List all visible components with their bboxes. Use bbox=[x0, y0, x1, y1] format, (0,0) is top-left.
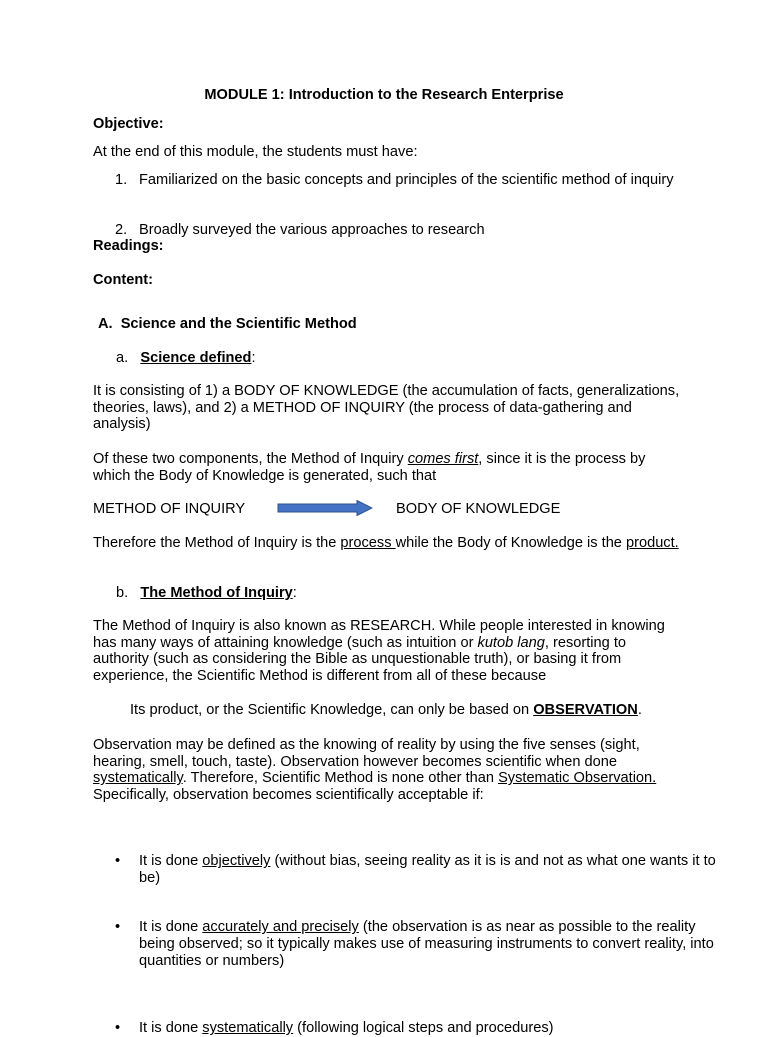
subsection-b-heading bbox=[116, 585, 706, 602]
content-heading: Content: bbox=[93, 272, 153, 288]
text-run: Specifically, observation becomes scientifically acceptable if: bbox=[93, 786, 484, 803]
text-run: The Method of Inquiry is also known as RESEARCH. While people interested in knowing has many ways of attaining knowledge (such as intuition or bbox=[93, 618, 665, 651]
text-run: (following logical steps and procedures) bbox=[293, 1020, 554, 1037]
text-run: . bbox=[637, 702, 642, 718]
objective-item-2 bbox=[93, 222, 729, 239]
paragraph-observation-basis bbox=[130, 702, 730, 719]
underlined-text: systematically bbox=[93, 770, 183, 787]
bullet-item bbox=[93, 1020, 729, 1037]
text-run: , resorting to authority (such as considering the Bible as unquestionable truth), or basing it from experience, the Scientific Method is different from all of these because bbox=[93, 634, 626, 684]
underlined-text: objectively bbox=[202, 853, 271, 870]
subsection-title: The Method of Inquiry bbox=[140, 585, 293, 601]
text-run: Its product, or the Scientific Knowledge, can only be based on bbox=[130, 702, 534, 718]
text-run: Of these two components, the Method of Inquiry bbox=[93, 451, 408, 467]
underlined-text: accurately and precisely bbox=[202, 919, 359, 936]
objective-heading: Objective: bbox=[93, 116, 164, 132]
text-run: It is done bbox=[139, 919, 203, 936]
subsection-title: Science defined bbox=[140, 350, 252, 366]
paragraph-process-product bbox=[93, 535, 683, 552]
flow-right-label: BODY OF KNOWLEDGE bbox=[396, 501, 561, 517]
text-run: Observation may be defined as the knowing of reality by using the five senses (sight, hearing, smell, touch, taste). Observation however becomes scientific when done bbox=[93, 737, 640, 770]
bullet-icon: • bbox=[115, 853, 121, 870]
subsection-letter: b. bbox=[116, 585, 129, 601]
underlined-text: process bbox=[340, 535, 396, 551]
subsection-letter: a. bbox=[116, 350, 129, 366]
paragraph-components bbox=[93, 451, 673, 484]
section-title: Science and the Scientific Method bbox=[120, 316, 357, 332]
bullet-icon: • bbox=[115, 919, 121, 936]
list-item-text: Familiarized on the basic concepts and principles of the scientific method of inquiry bbox=[139, 172, 674, 188]
underlined-text: systematically bbox=[202, 1020, 294, 1037]
subsection-colon: : bbox=[251, 350, 256, 366]
italic-text: kutob lang bbox=[477, 634, 545, 651]
bullet-icon: • bbox=[115, 1020, 121, 1037]
readings-heading: Readings: bbox=[93, 238, 164, 254]
underlined-text: product. bbox=[625, 535, 679, 551]
subsection-a-heading bbox=[116, 350, 706, 367]
text-run: It is done bbox=[139, 1020, 203, 1037]
objective-intro: At the end of this module, the students must have: bbox=[93, 144, 418, 160]
bullet-item bbox=[93, 919, 729, 969]
section-letter: A. bbox=[98, 316, 113, 332]
section-a-heading bbox=[98, 316, 688, 333]
list-item-text: Broadly surveyed the various approaches to research bbox=[139, 221, 485, 238]
list-number: 2. bbox=[115, 221, 128, 238]
emphasis-text: comes first bbox=[407, 451, 479, 467]
subsection-colon: : bbox=[292, 585, 297, 601]
text-run: It is done bbox=[139, 853, 203, 870]
list-number: 1. bbox=[115, 172, 128, 188]
paragraph-observation-defined bbox=[93, 737, 685, 803]
paragraph-science-defined: It is consisting of 1) a BODY OF KNOWLEDGE (the accumulation of facts, generalizations, theories, laws), and 2) a METHOD OF INQUIRY (the process of data-gathering and analysis) bbox=[93, 383, 680, 433]
objective-item-1 bbox=[93, 172, 729, 189]
text-run: (the observation is as near as possible to the reality being observed; so it typically makes use of measuring instruments to convert reality, into quantities or numbers) bbox=[139, 919, 714, 969]
flow-left-label: METHOD OF INQUIRY bbox=[93, 501, 246, 517]
text-run: (without bias, seeing reality as it is is and not as what one wants it to be) bbox=[139, 853, 716, 886]
underlined-text: Systematic Observation. bbox=[498, 770, 657, 787]
text-run: Therefore the Method of Inquiry is the bbox=[93, 535, 341, 551]
bullet-item bbox=[93, 853, 729, 886]
bold-underlined-text: OBSERVATION bbox=[533, 702, 638, 718]
paragraph-method-of-inquiry bbox=[93, 618, 678, 684]
text-run: while the Body of Knowledge is the bbox=[395, 535, 626, 551]
text-run: , since it is the process by which the Body of Knowledge is generated, such that bbox=[93, 451, 646, 484]
text-run: . Therefore, Scientific Method is none other than bbox=[182, 770, 499, 787]
page-title: MODULE 1: Introduction to the Research Enterprise bbox=[204, 87, 564, 103]
right-arrow-icon bbox=[277, 500, 373, 516]
